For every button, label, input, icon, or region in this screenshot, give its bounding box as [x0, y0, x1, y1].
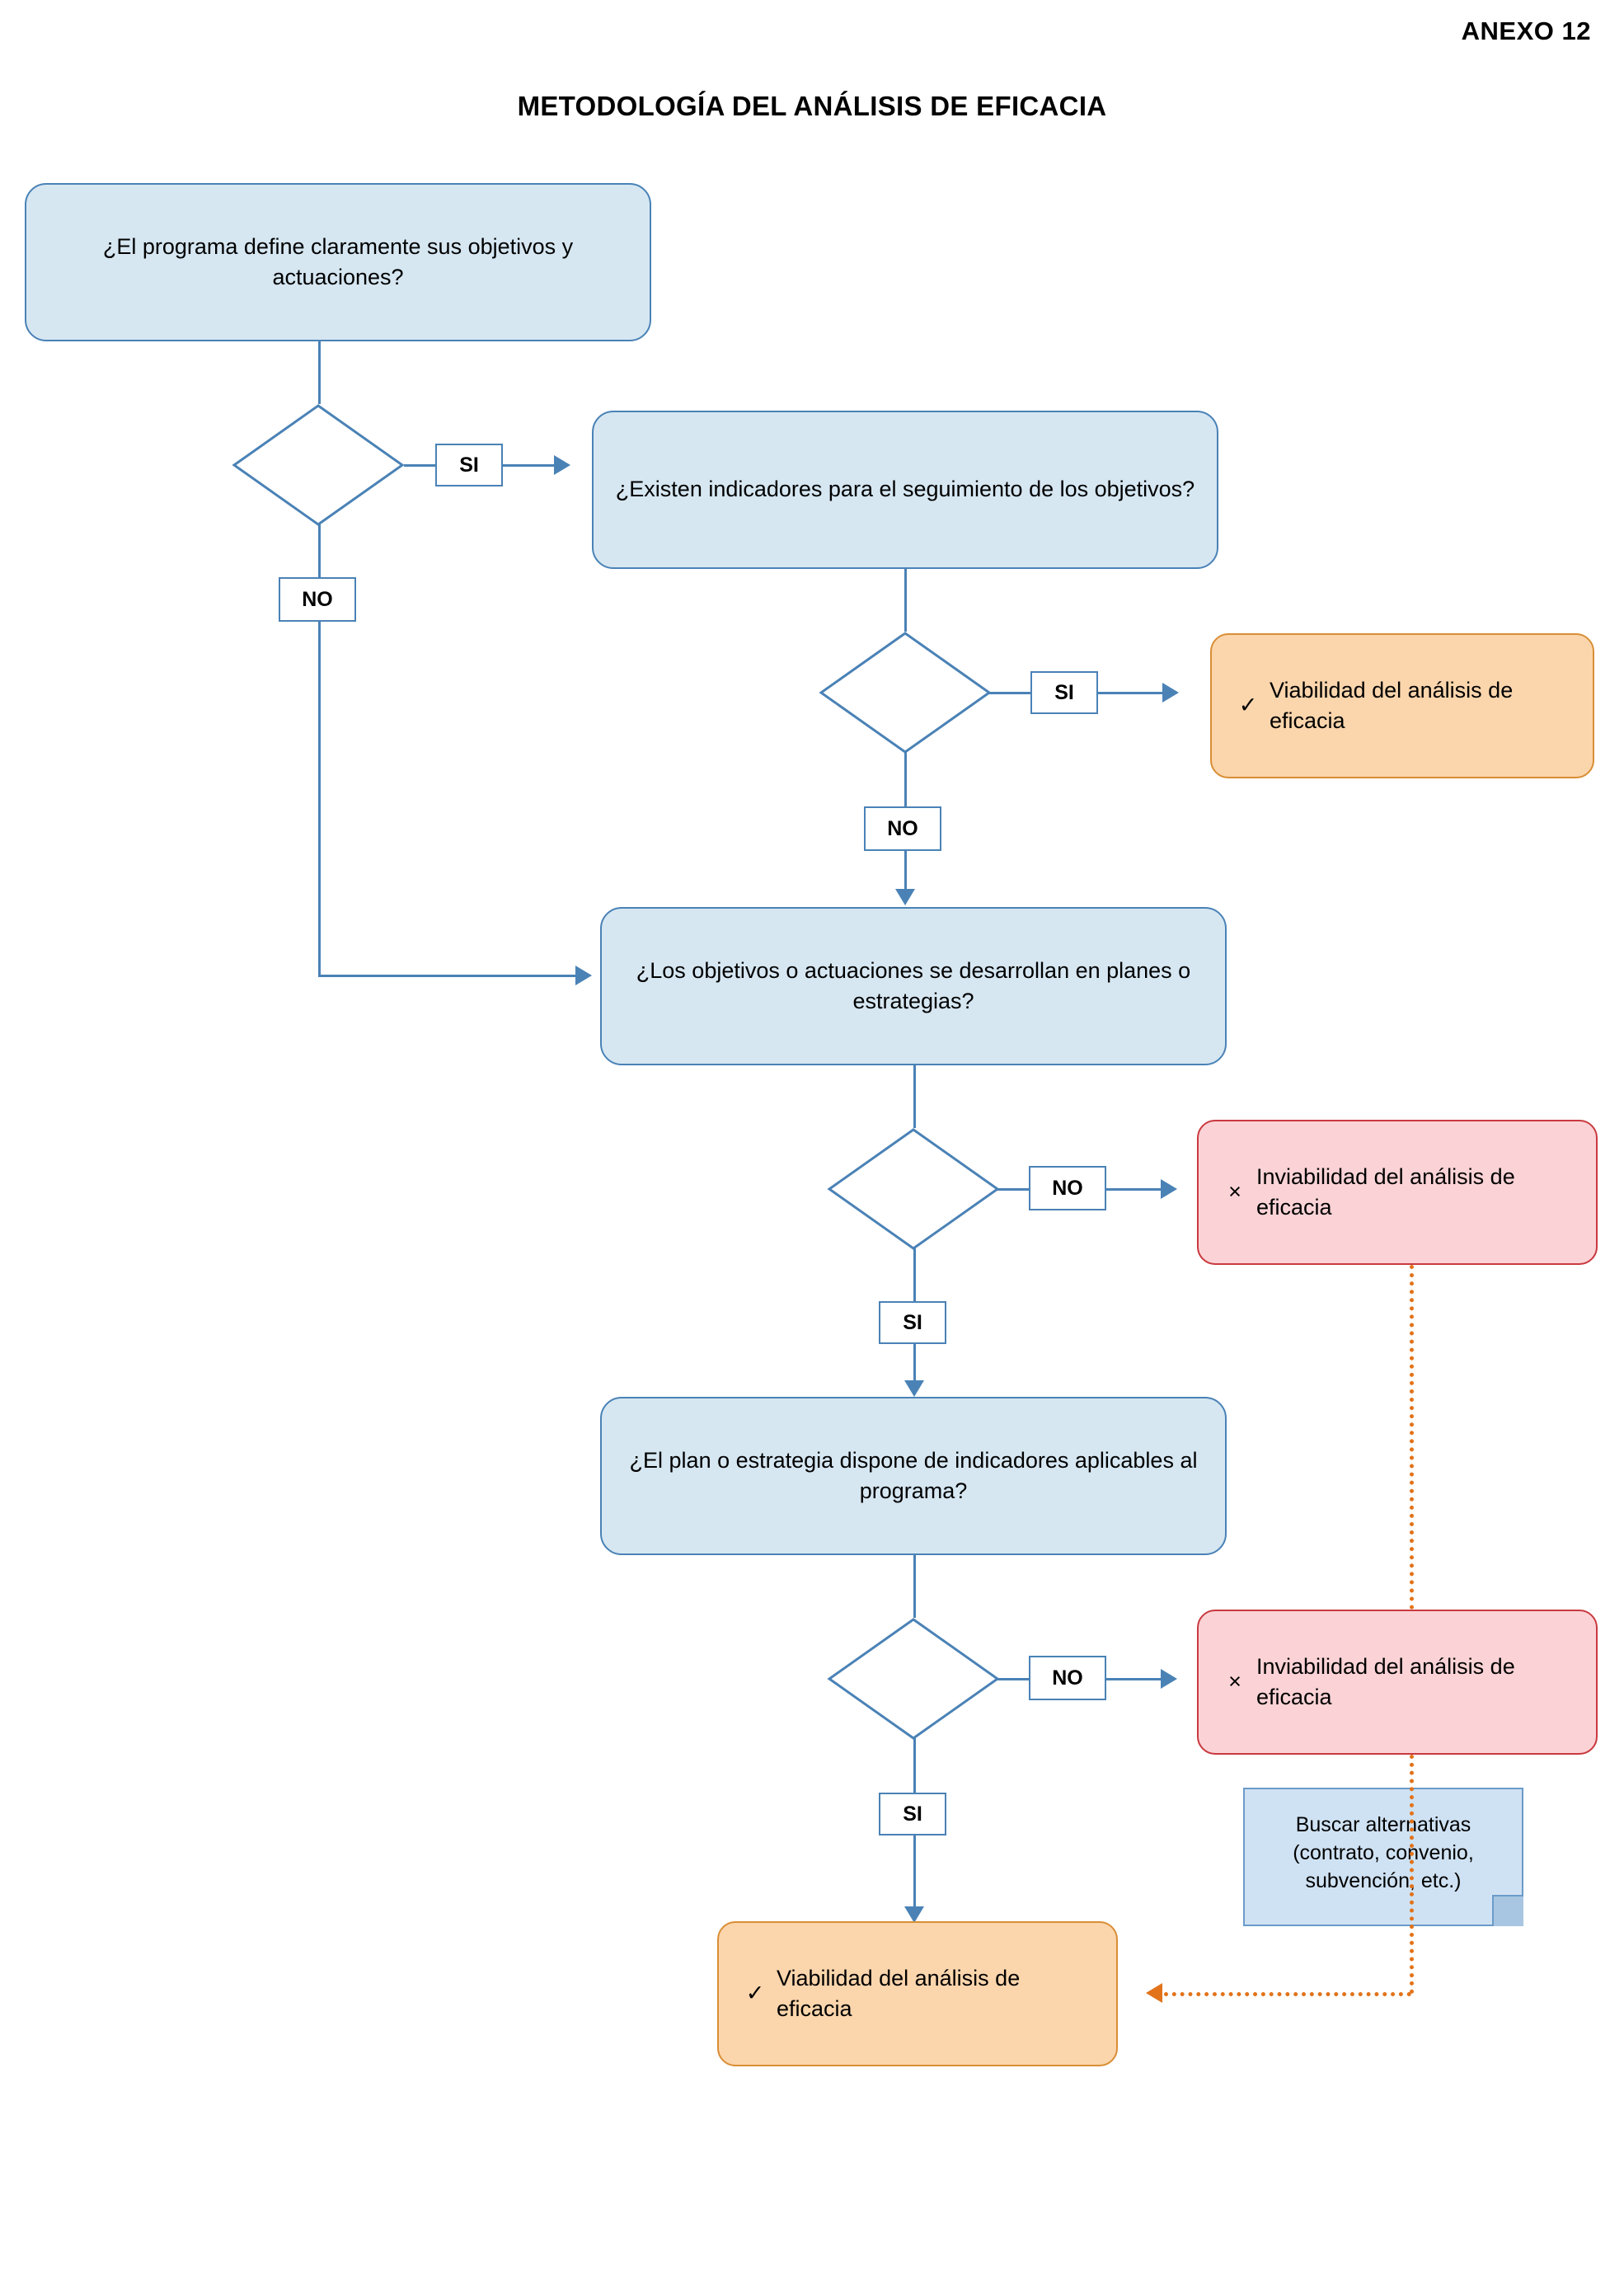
connector-q1-to-d1 — [318, 341, 321, 404]
connector-d3-no — [997, 1188, 1029, 1191]
question-1-box — [25, 183, 651, 341]
connector-q2-to-d2 — [904, 569, 907, 632]
connector-d3-si-to-q4 — [913, 1344, 916, 1380]
connector-d4-si-to-result — [913, 1835, 916, 1906]
tag-d1-si: SI — [435, 444, 503, 486]
result-viable-2 — [717, 1921, 1118, 2066]
connector-d4-no — [997, 1678, 1029, 1680]
connector-d1-no-long — [318, 622, 321, 975]
question-2-text: ¿Existen indicadores para el seguimiento de los objetivos? — [615, 477, 1195, 502]
connector-d3-si-down — [913, 1248, 916, 1301]
annex-label: ANEXO 12 — [1461, 16, 1591, 45]
tag-d2-no: NO — [864, 806, 941, 851]
check-icon-1: ✓ — [1238, 693, 1258, 718]
connector-d3-no-to-result — [1106, 1188, 1161, 1191]
result-viable-1-text: Viabilidad del análisis de eficacia — [1270, 677, 1514, 733]
alternatives-note — [1243, 1788, 1523, 1926]
question-1-text: ¿El programa define claramente sus objetivos y actuaciones? — [102, 233, 574, 289]
result-inviable-2 — [1197, 1610, 1598, 1755]
connector-d1-si — [404, 464, 435, 467]
cross-icon-1: × — [1228, 1179, 1241, 1205]
connector-d2-no-down — [904, 752, 907, 806]
arrowhead-d1-si — [554, 455, 570, 475]
connector-d2-si — [989, 692, 1030, 694]
check-icon-2: ✓ — [745, 1981, 765, 2006]
connector-d4-si-down — [913, 1738, 916, 1793]
result-inviable-1 — [1197, 1120, 1598, 1265]
question-4-text: ¿El plan o estrategia dispone de indicadores aplicables al programa? — [629, 1447, 1198, 1503]
arrowhead-d4-si — [904, 1906, 924, 1923]
feedback-line-inviable2-down — [1410, 1755, 1414, 1994]
arrowhead-feedback-viable2 — [1146, 1983, 1162, 2003]
arrowhead-d3-no — [1161, 1179, 1177, 1199]
result-viable-2-text: Viabilidad del análisis de eficacia — [777, 1965, 1021, 2021]
result-inviable-1-text: Inviabilidad del análisis de eficacia — [1256, 1163, 1515, 1220]
feedback-line-to-viable2 — [1164, 1992, 1411, 1996]
decision-4 — [826, 1616, 1001, 1741]
question-3-text: ¿Los objetivos o actuaciones se desarrollan en planes o estrategias? — [636, 957, 1191, 1013]
tag-d3-no: NO — [1029, 1166, 1106, 1210]
note-fold-corner — [1492, 1895, 1523, 1926]
connector-d2-no-to-q3 — [904, 851, 907, 889]
page-title: METODOLOGÍA DEL ANÁLISIS DE EFICACIA — [517, 91, 1107, 121]
question-3-box — [600, 907, 1227, 1065]
tag-d1-no: NO — [279, 577, 356, 622]
connector-d1-no-down — [318, 524, 321, 577]
question-2-box — [592, 411, 1218, 569]
feedback-line-inviable1-to-inviable2 — [1410, 1265, 1414, 1610]
alternatives-note-text: Buscar alternativas (contrato, convenio, subvención, etc.) — [1293, 1813, 1474, 1892]
arrowhead-d1-no — [575, 966, 592, 985]
connector-q3-to-d3 — [913, 1065, 916, 1128]
arrowhead-d2-si — [1162, 683, 1179, 703]
arrowhead-d3-si — [904, 1380, 924, 1397]
connector-q4-to-d4 — [913, 1555, 916, 1618]
decision-2 — [818, 630, 993, 755]
result-inviable-2-text: Inviabilidad del análisis de eficacia — [1256, 1653, 1515, 1709]
tag-d3-si: SI — [879, 1301, 946, 1344]
arrowhead-d2-no — [895, 889, 915, 905]
connector-d1-si-to-q2 — [503, 464, 554, 467]
tag-d4-si: SI — [879, 1793, 946, 1835]
result-viable-1 — [1210, 633, 1594, 778]
connector-d2-si-to-result — [1098, 692, 1162, 694]
arrowhead-d4-no — [1161, 1669, 1177, 1689]
tag-d4-no: NO — [1029, 1656, 1106, 1700]
cross-icon-2: × — [1228, 1669, 1241, 1694]
decision-1 — [231, 402, 406, 528]
question-4-box — [600, 1397, 1227, 1555]
tag-d2-si: SI — [1030, 671, 1098, 714]
connector-d1-no-right — [318, 975, 575, 977]
decision-3 — [826, 1126, 1001, 1252]
connector-d4-no-to-result — [1106, 1678, 1161, 1680]
